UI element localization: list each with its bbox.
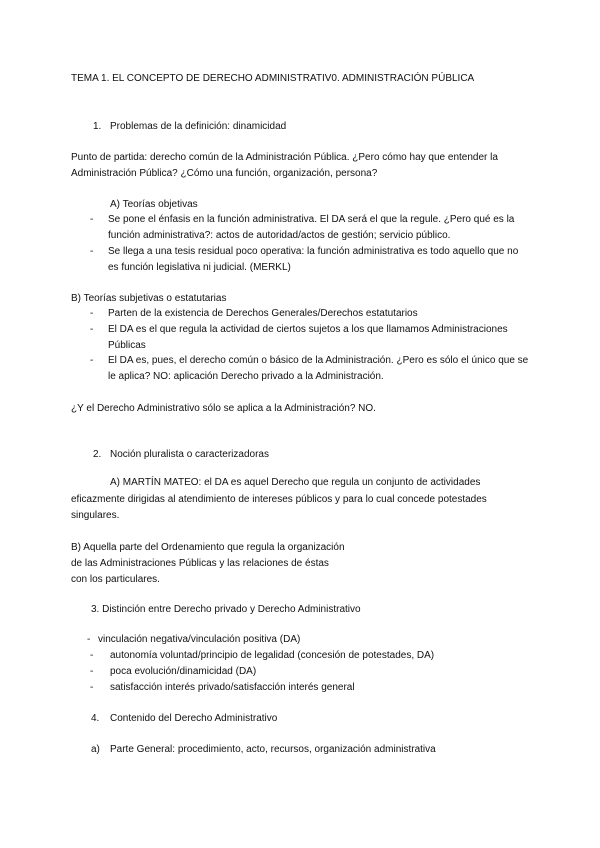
list-bullet: -	[90, 650, 94, 661]
paragraph-line: con los particulares.	[71, 574, 160, 585]
list-bullet: -	[90, 355, 94, 366]
list-item-line: le aplica? NO: aplicación Derecho privado a la Administración.	[108, 371, 384, 382]
list-item-line: función administrativa?: actos de autoridad/actos de gestión; servicio público.	[108, 230, 451, 241]
paragraph-line: de las Administraciones Públicas y las relaciones de éstas	[71, 558, 329, 569]
list-item-line: es función legislativa ni judicial. (MERKL)	[108, 262, 291, 273]
paragraph-line: Punto de partida: derecho común de la Administración Pública. ¿Pero cómo hay que entender la	[71, 152, 498, 163]
paragraph-line: eficazmente dirigidas al atendimiento de intereses públicos y para lo cual concede potestades	[71, 494, 487, 505]
section-4-heading: Contenido del Derecho Administrativo	[110, 713, 278, 724]
section-1-heading: Problemas de la definición: dinamicidad	[110, 121, 287, 132]
list-item: poca evolución/dinamicidad (DA)	[110, 666, 257, 677]
list-item-line: Se pone el énfasis en la función administrativa. El DA será el que la regule. ¿Pero qué es la	[108, 214, 515, 225]
subheading-teorias-subjetivas: B) Teorías subjetivas o estatutarias	[71, 293, 227, 304]
list-bullet: -	[90, 666, 94, 677]
list-item-line: Públicas	[108, 340, 146, 351]
list-item-line: Parten de la existencia de Derechos Generales/Derechos estatutarios	[108, 308, 418, 319]
section-4-number: 4.	[91, 713, 100, 724]
list-marker: a)	[91, 744, 100, 755]
list-item: vinculación negativa/vinculación positiva (DA)	[98, 634, 301, 645]
section-2-number: 2.	[93, 449, 102, 460]
list-bullet: -	[90, 214, 94, 225]
paragraph-line: B) Aquella parte del Ordenamiento que regula la organización	[71, 542, 345, 553]
subheading-teorias-objetivas: A) Teorías objetivas	[110, 199, 198, 210]
list-item: satisfacción interés privado/satisfacción interés general	[110, 682, 355, 693]
paragraph-line: ¿Y el Derecho Administrativo sólo se aplica a la Administración? NO.	[71, 403, 376, 414]
list-item-line: Se llega a una tesis residual poco operativa: la función administrativa es todo aquello que no	[108, 246, 519, 257]
list-item: Parte General: procedimiento, acto, recursos, organización administrativa	[110, 744, 436, 755]
section-2-heading: Noción pluralista o caracterizadoras	[110, 449, 269, 460]
list-bullet: -	[90, 324, 94, 335]
list-bullet: -	[90, 682, 94, 693]
list-bullet: -	[87, 634, 91, 645]
section-3-heading: 3. Distinción entre Derecho privado y Derecho Administrativo	[91, 604, 361, 615]
list-item-line: El DA es, pues, el derecho común o básico de la Administración. ¿Pero es sólo el único que se	[108, 355, 529, 366]
document-title: TEMA 1. EL CONCEPTO DE DERECHO ADMINISTRATIV0. ADMINISTRACIÓN PÚBLICA	[71, 73, 475, 84]
list-item: autonomía voluntad/principio de legalidad (concesión de potestades, DA)	[110, 650, 435, 661]
list-item-line: El DA es el que regula la actividad de ciertos sujetos a los que llamamos Administraciones	[108, 324, 508, 335]
list-bullet: -	[90, 308, 94, 319]
paragraph-line: A) MARTÍN MATEO: el DA es aquel Derecho que regula un conjunto de actividades	[110, 477, 481, 488]
paragraph-line: singulares.	[71, 510, 120, 521]
list-bullet: -	[90, 246, 94, 257]
paragraph-line: Administración Pública? ¿Cómo una función, organización, persona?	[71, 168, 378, 179]
section-1-number: 1.	[93, 121, 102, 132]
